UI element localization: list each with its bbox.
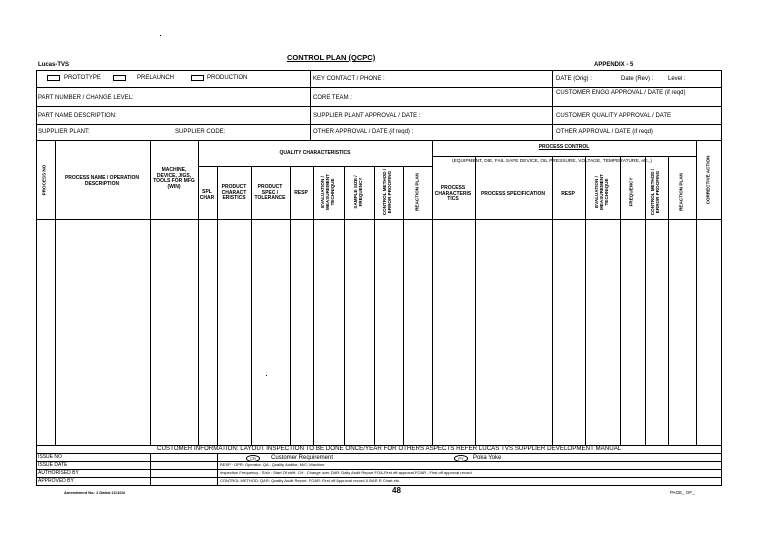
page-of: PAGE_ OF_ (670, 490, 695, 495)
col-line (251, 166, 252, 445)
legend-resp: RESP : OPR: Operator, QA : Quality Auditor, M/C: Machine (220, 462, 325, 467)
prototype-label: PROTOTYPE (64, 75, 101, 81)
col-line (374, 166, 375, 445)
col-line (585, 156, 586, 445)
quality-sub-divider (198, 166, 432, 167)
process-no-header: PROCESS NO (41, 164, 47, 196)
row-divider (36, 106, 722, 107)
col-line (290, 166, 291, 445)
approved-by-field[interactable]: APPROVED BY (38, 478, 74, 484)
process-control-subheader: (EQUIPMENT, DIE, FAIL SAFE DEVICE, OIL PRESSURE, VOLTAGE, TEMPERATURE, etc.,) (452, 159, 652, 164)
production-checkbox[interactable] (191, 75, 204, 81)
other-approval-field-2[interactable]: OTHER APPROVAL / DATE (if reqd) (556, 129, 653, 135)
eval-header: EVALUATION / MEASUREMENT TECHNIQUE (319, 174, 335, 210)
process-char-header (433, 186, 473, 203)
appendix-label: APPENDIX - 5 (594, 62, 634, 68)
process-spec-header: PROCESS SPECIFICATION (480, 191, 546, 197)
part-name-field[interactable]: PART NAME DESCRIPTION: (38, 113, 117, 119)
page-title: CONTROL PLAN (QCPC) (287, 53, 376, 62)
stray-dot (160, 35, 161, 36)
col-line (696, 140, 697, 445)
supplier-code-field[interactable]: SUPPLIER CODE: (175, 129, 226, 135)
core-team-field[interactable]: CORE TEAM : (313, 95, 352, 101)
resp-header: RESP (294, 190, 308, 196)
process-control-header: PROCESS CONTROL (538, 144, 590, 150)
spl-char-header (199, 190, 215, 201)
frequency-header: FREQUENCY (628, 177, 634, 207)
company-name: Lucas-TVS (38, 62, 70, 68)
cr-symbol: CR (246, 455, 260, 462)
process-sub-divider (432, 156, 696, 157)
col-line (668, 156, 669, 445)
supplier-plant-field[interactable]: SUPPLIER PLANT: (38, 129, 90, 135)
reaction-plan2-header: REACTION PLAN (678, 173, 684, 211)
row-divider (36, 87, 722, 88)
date-orig-field[interactable]: DATE (Orig) : (556, 76, 592, 82)
product-spec-header-text: PRODUCT SPEC / TOLERANCE (254, 184, 286, 201)
row-divider (36, 124, 722, 125)
quality-characteristics-header: QUALITY CHARACTERISTICS (279, 150, 351, 156)
footer-col-line (150, 453, 151, 486)
spl-char-header-text: SPL CHAR (199, 189, 215, 201)
reaction-plan-header: REACTION PLAN (414, 173, 420, 211)
footer-divider (36, 461, 722, 462)
customer-requirement-label: Customer Requirement (271, 455, 334, 461)
process-name-header-text: PROCESS NAME / OPERATION DESCRIPTION (64, 175, 140, 187)
level-field[interactable]: Level : (668, 76, 686, 82)
product-spec-header (252, 185, 288, 202)
col-divider (552, 70, 553, 140)
amendment-note: Amendment No: 1 Dated 21/10/4 (64, 490, 125, 495)
supplier-plant-approval-field[interactable]: SUPPLIER PLANT APPROVAL / DATE : (313, 113, 421, 119)
py-symbol: PY (454, 455, 468, 462)
product-char-header-text: PRODUCT CHARACT ERISTICS (221, 184, 247, 201)
row-divider (36, 140, 722, 141)
col-divider (310, 70, 311, 140)
footer-col-line (217, 453, 218, 486)
poka-yoke-label: Poka Yoke (473, 455, 502, 461)
prelaunch-checkbox[interactable] (113, 75, 126, 81)
col-line (344, 166, 345, 445)
col-line (552, 156, 553, 445)
control-method-header: CONTROL METHOD / ERROR PROOFING (382, 168, 392, 216)
resp2-header: RESP (561, 191, 575, 197)
corrective-action-header: CORRECTIVE ACTION (705, 155, 711, 205)
footer-divider (36, 453, 722, 454)
production-label: PRODUCTION (207, 75, 248, 81)
col-line (198, 140, 199, 445)
sample-header: SAMPLE SIZE / FREQUENCY (353, 175, 363, 209)
process-char-header-text: PROCESS CHARACTERIS TICS (434, 185, 472, 202)
customer-engg-field[interactable]: CUSTOMER ENGG APPROVAL / DATE (if reqd) (556, 90, 686, 96)
col-line (403, 166, 404, 445)
prototype-checkbox[interactable] (47, 75, 60, 81)
other-approval-field[interactable]: OTHER APPROVAL / DATE (if reqd) : (313, 129, 414, 135)
issue-no-field[interactable]: ISSUE NO (38, 454, 62, 460)
customer-quality-field[interactable]: CUSTOMER QUALITY APPROVAL / DATE (556, 113, 672, 119)
part-number-field[interactable]: PART NUMBER / CHANGE LEVEL: (38, 95, 134, 101)
page-number: 48 (392, 486, 401, 495)
prelaunch-label: PRELAUNCH (137, 75, 175, 81)
legend-control-method: CONTROL METHOD: QAR: Quality Audit Report. FOAR: First off Approval record,X BAR R Chart etc. (220, 478, 401, 483)
col-line (55, 140, 56, 445)
authorised-by-field[interactable]: AUTHORISED BY (38, 470, 79, 476)
product-char-header (219, 185, 249, 202)
legend-frequency: Inspection Frequency - S/sh : Start Of shift, CH : Change over DAR: Daily Audit Report FOA-First off approval FOAR - First off approval record (220, 470, 472, 475)
process-name-header (62, 176, 142, 187)
key-contact-field[interactable]: KEY CONTACT / PHONE : (313, 76, 385, 82)
date-rev-field[interactable]: Date (Rev) : (621, 76, 654, 82)
machine-header (151, 168, 197, 190)
col-line (620, 156, 621, 445)
issue-date-field[interactable]: ISSUE DATE (38, 462, 68, 468)
col-line (313, 166, 314, 445)
customer-information: CUSTOMER INFORMATION: LAYOUT INSPECTION TO BE DONE ONCE/YEAR FOR OTHERS ASPECTS REFER LUCAS TVS SUPPLIER DEVELOPMENT MANUAL (157, 445, 622, 452)
col-line (645, 156, 646, 445)
col-line (475, 156, 476, 445)
col-line (217, 166, 218, 445)
eval2-header: EVALUATION / MEASUREMENT TECHNIQUE (593, 174, 609, 210)
control-method2-header: CONTROL METHOD / ERROR PROOFING (650, 168, 660, 216)
machine-header-text: MACHINE, DEVICE, JIGS, TOOLS FOR MFG (WIN) (153, 167, 195, 190)
